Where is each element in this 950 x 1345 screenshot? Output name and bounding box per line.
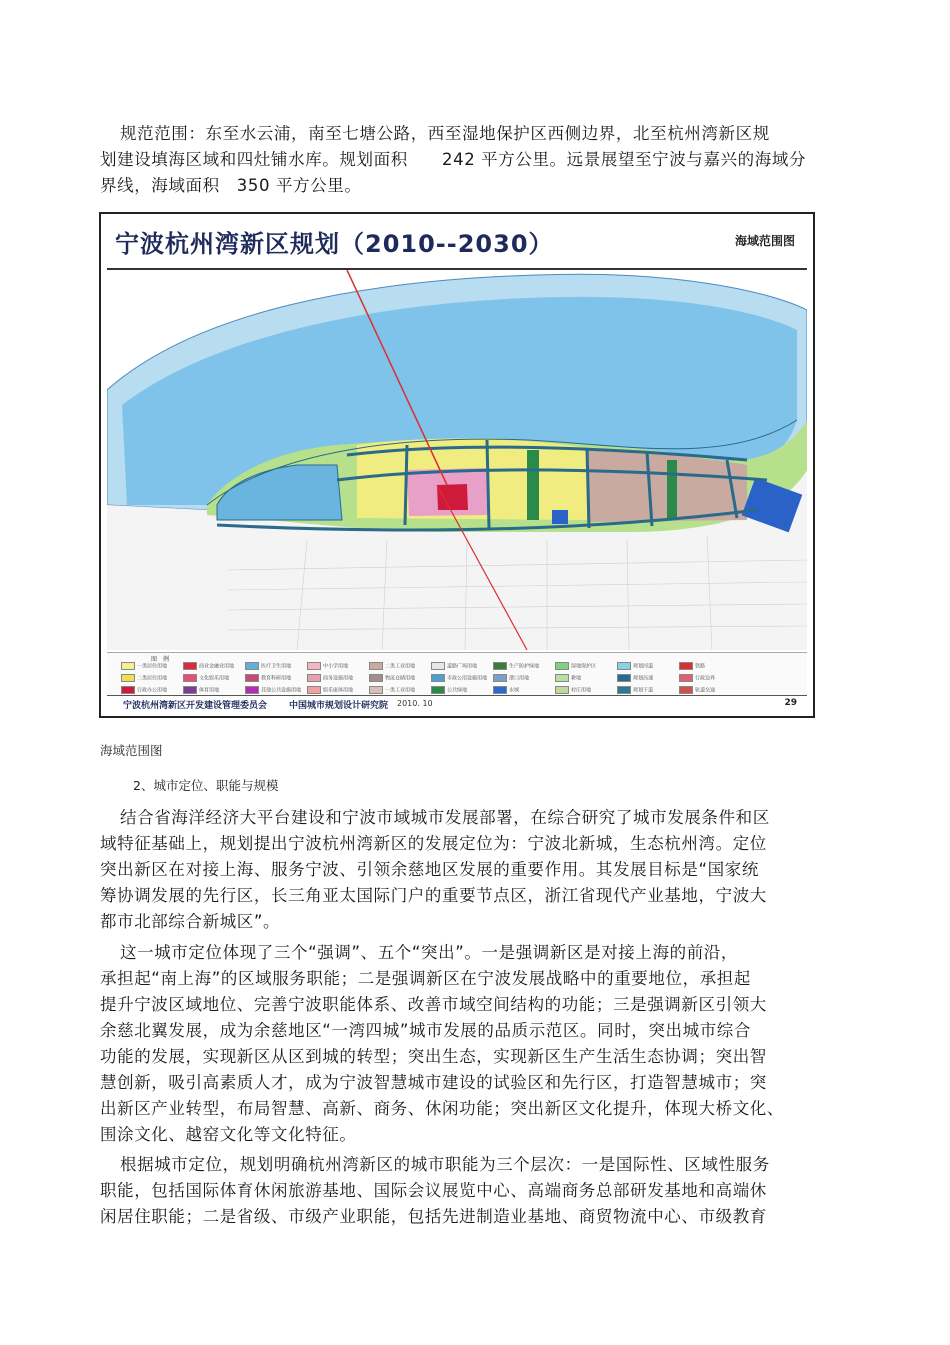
legend-label: 行政办公用地 xyxy=(137,687,168,694)
legend-swatch xyxy=(617,686,631,694)
paragraph-line: 慧创新，吸引高素质人才，成为宁波智慧城市建设的试验区和先行区，打造智慧城市；突 xyxy=(100,1073,767,1092)
legend-swatch xyxy=(307,674,321,682)
legend-label: 道路广场用地 xyxy=(447,663,478,670)
planning-map-figure xyxy=(99,212,815,718)
legend-label: 规划河道 xyxy=(633,663,654,670)
legend-label: 公共绿地 xyxy=(447,687,468,694)
legend-item xyxy=(431,674,487,682)
paragraph-line: 提升宁波区域地位、完善宁波职能体系、改善市域空间结构的功能；三是强调新区引领大 xyxy=(100,995,767,1014)
legend-label: 商业金融业用地 xyxy=(199,663,235,670)
legend-title: 图 例 xyxy=(151,656,170,663)
paragraph-line: 闲居住职能；二是省级、市级产业职能，包括先进制造业基地、商贸物流中心、市级教育 xyxy=(100,1207,767,1226)
legend-label: 市政公用设施用地 xyxy=(447,675,488,682)
legend-item xyxy=(493,686,519,694)
legend-label: 耕地 xyxy=(571,675,582,682)
paragraph-line: 都市北部综合新城区”。 xyxy=(100,912,281,931)
legend-item xyxy=(679,662,705,670)
paragraph-line: 根据城市定位，规划明确杭州湾新区的城市职能为三个层次：一是国际性、区域性服务 xyxy=(120,1155,770,1174)
legend-swatch xyxy=(493,674,507,682)
legend-swatch xyxy=(493,662,507,670)
legend-label: 体育用地 xyxy=(199,687,220,694)
legend-swatch xyxy=(555,662,569,670)
issuer-name: 宁波杭州湾新区开发建设管理委员会 xyxy=(123,701,268,711)
legend-item xyxy=(493,674,529,682)
legend-swatch xyxy=(245,662,259,670)
commercial-zone xyxy=(437,484,468,510)
legend-swatch xyxy=(431,674,445,682)
legend-item xyxy=(617,662,653,670)
legend-label: 商务设施用地 xyxy=(323,675,354,682)
legend-label: 规划干道 xyxy=(633,687,654,694)
legend-item xyxy=(183,662,234,670)
legend-item xyxy=(121,662,167,670)
legend-swatch xyxy=(245,674,259,682)
legend-swatch xyxy=(245,686,259,694)
legend-item xyxy=(307,674,353,682)
legend-swatch xyxy=(679,662,693,670)
legend-swatch xyxy=(121,662,135,670)
legend-label: 水域 xyxy=(509,687,520,694)
legend-swatch xyxy=(555,686,569,694)
legend-label: 规划高速 xyxy=(633,675,654,682)
map-legend xyxy=(107,652,807,695)
legend-item xyxy=(555,686,591,694)
map-title: 宁波杭州湾新区规划（2010--2030） xyxy=(115,230,554,258)
legend-swatch xyxy=(369,662,383,670)
paragraph-scope xyxy=(100,121,830,199)
legend-swatch xyxy=(679,674,693,682)
legend-swatch xyxy=(307,686,321,694)
map-title-bar xyxy=(107,220,807,270)
legend-label: 二类工业用地 xyxy=(385,663,416,670)
paragraph-line: 余慈北翼发展，成为余慈地区“一湾四城”城市发展的品质示范区。同时，突出城市综合 xyxy=(100,1021,751,1040)
legend-item xyxy=(431,662,477,670)
legend-label: 其他公共设施用地 xyxy=(261,687,302,694)
figure-caption: 海域范围图 xyxy=(100,743,163,758)
legend-item xyxy=(245,662,291,670)
legend-label: 一类居住用地 xyxy=(137,663,168,670)
legend-swatch xyxy=(431,686,445,694)
map-page-number: 29 xyxy=(784,698,797,708)
legend-item xyxy=(307,686,353,694)
paragraph-line: 结合省海洋经济大平台建设和宁波市域城市发展部署，在综合研究了城市发展条件和区 xyxy=(120,808,770,827)
green-strip xyxy=(527,450,539,520)
paragraph-line: 突出新区在对接上海、服务宁波、引领余慈地区发展的重要作用。其发展目标是“国家统 xyxy=(100,860,759,879)
map-subtitle: 海域范围图 xyxy=(734,234,795,248)
legend-swatch xyxy=(431,662,445,670)
legend-item xyxy=(183,674,229,682)
legend-label: 物流仓储用地 xyxy=(385,675,416,682)
legend-item xyxy=(617,686,653,694)
paragraph-line: 围涂文化、越窑文化等文化特征。 xyxy=(100,1125,357,1144)
map-footer xyxy=(107,695,807,714)
legend-swatch xyxy=(617,662,631,670)
legend-item xyxy=(369,662,415,670)
paragraph-line: 划建设填海区域和四灶铺水库。规划面积 242 平方公里。远景展望至宁波与嘉兴的海域分 xyxy=(100,150,807,169)
paragraph-functions xyxy=(100,1152,830,1230)
legend-swatch xyxy=(121,686,135,694)
legend-swatch xyxy=(679,686,693,694)
legend-swatch xyxy=(307,662,321,670)
paragraph-line: 出新区产业转型，布局智慧、高新、商务、休闲功能；突出新区文化提升，体现大桥文化、 xyxy=(100,1099,784,1118)
legend-item xyxy=(245,686,301,694)
map-date: 2010. 10 xyxy=(397,699,433,708)
legend-item xyxy=(555,662,596,670)
green-strip xyxy=(667,460,677,520)
legend-label: 二类居住用地 xyxy=(137,675,168,682)
legend-item xyxy=(121,674,167,682)
legend-item xyxy=(369,686,415,694)
legend-label: 一类工业用地 xyxy=(385,687,416,694)
paragraph-line: 功能的发展，实现新区从区到城的转型；突出生态，实现新区生产生活生态协调；突出智 xyxy=(100,1047,767,1066)
legend-item xyxy=(617,674,653,682)
legend-item xyxy=(679,686,715,694)
legend-item xyxy=(431,686,467,694)
legend-item xyxy=(307,662,348,670)
legend-swatch xyxy=(121,674,135,682)
legend-item xyxy=(245,674,291,682)
legend-item xyxy=(369,674,415,682)
legend-label: 医疗卫生用地 xyxy=(261,663,292,670)
section-heading: 2、城市定位、职能与规模 xyxy=(133,778,279,793)
legend-item xyxy=(183,686,219,694)
paragraph-line: 这一城市定位体现了三个“强调”、五个“突出”。一是强调新区是对接上海的前沿， xyxy=(120,943,738,962)
legend-item xyxy=(121,686,167,694)
planning-map xyxy=(107,270,807,650)
legend-swatch xyxy=(493,686,507,694)
paragraph-positioning xyxy=(100,805,830,935)
paragraph-line: 规范范围：东至水云浦，南至七塘公路，西至湿地保护区西侧边界，北至杭州湾新区规 xyxy=(120,124,770,143)
water-body xyxy=(552,510,568,524)
legend-item xyxy=(555,674,581,682)
legend-label: 中小学用地 xyxy=(323,663,349,670)
legend-label: 铁路 xyxy=(695,663,706,670)
legend-item xyxy=(679,674,715,682)
legend-item xyxy=(493,662,539,670)
legend-label: 生产防护绿地 xyxy=(509,663,540,670)
legend-label: 行政边界 xyxy=(695,675,716,682)
legend-swatch xyxy=(555,674,569,682)
legend-label: 村庄用地 xyxy=(571,687,592,694)
legend-label: 港口用地 xyxy=(509,675,530,682)
legend-swatch xyxy=(183,686,197,694)
paragraph-line: 筹协调发展的先行区，长三角亚太国际门户的重要节点区，浙江省现代产业基地，宁波大 xyxy=(100,886,767,905)
designer-name: 中国城市规划设计研究院 xyxy=(289,701,389,711)
paragraph-line: 界线，海域面积 350 平方公里。 xyxy=(100,176,362,195)
legend-swatch xyxy=(183,674,197,682)
paragraph-line: 承担起“南上海”的区域服务职能；二是强调新区在宁波发展战略中的重要地位，承担起 xyxy=(100,969,751,988)
legend-label: 教育科研用地 xyxy=(261,675,292,682)
paragraph-emphasis xyxy=(100,940,830,1148)
legend-label: 娱乐康体用地 xyxy=(323,687,354,694)
legend-swatch xyxy=(617,674,631,682)
legend-label: 文化娱乐用地 xyxy=(199,675,230,682)
legend-label: 湿地保护区 xyxy=(571,663,597,670)
paragraph-line: 域特征基础上，规划提出宁波杭州湾新区的发展定位为：宁波北新城，生态杭州湾。定位 xyxy=(100,834,767,853)
legend-swatch xyxy=(183,662,197,670)
paragraph-line: 职能，包括国际体育休闲旅游基地、国际会议展览中心、高端商务总部研发基地和高端休 xyxy=(100,1181,767,1200)
legend-swatch xyxy=(369,674,383,682)
legend-swatch xyxy=(369,686,383,694)
legend-label: 轨道交通 xyxy=(695,687,716,694)
